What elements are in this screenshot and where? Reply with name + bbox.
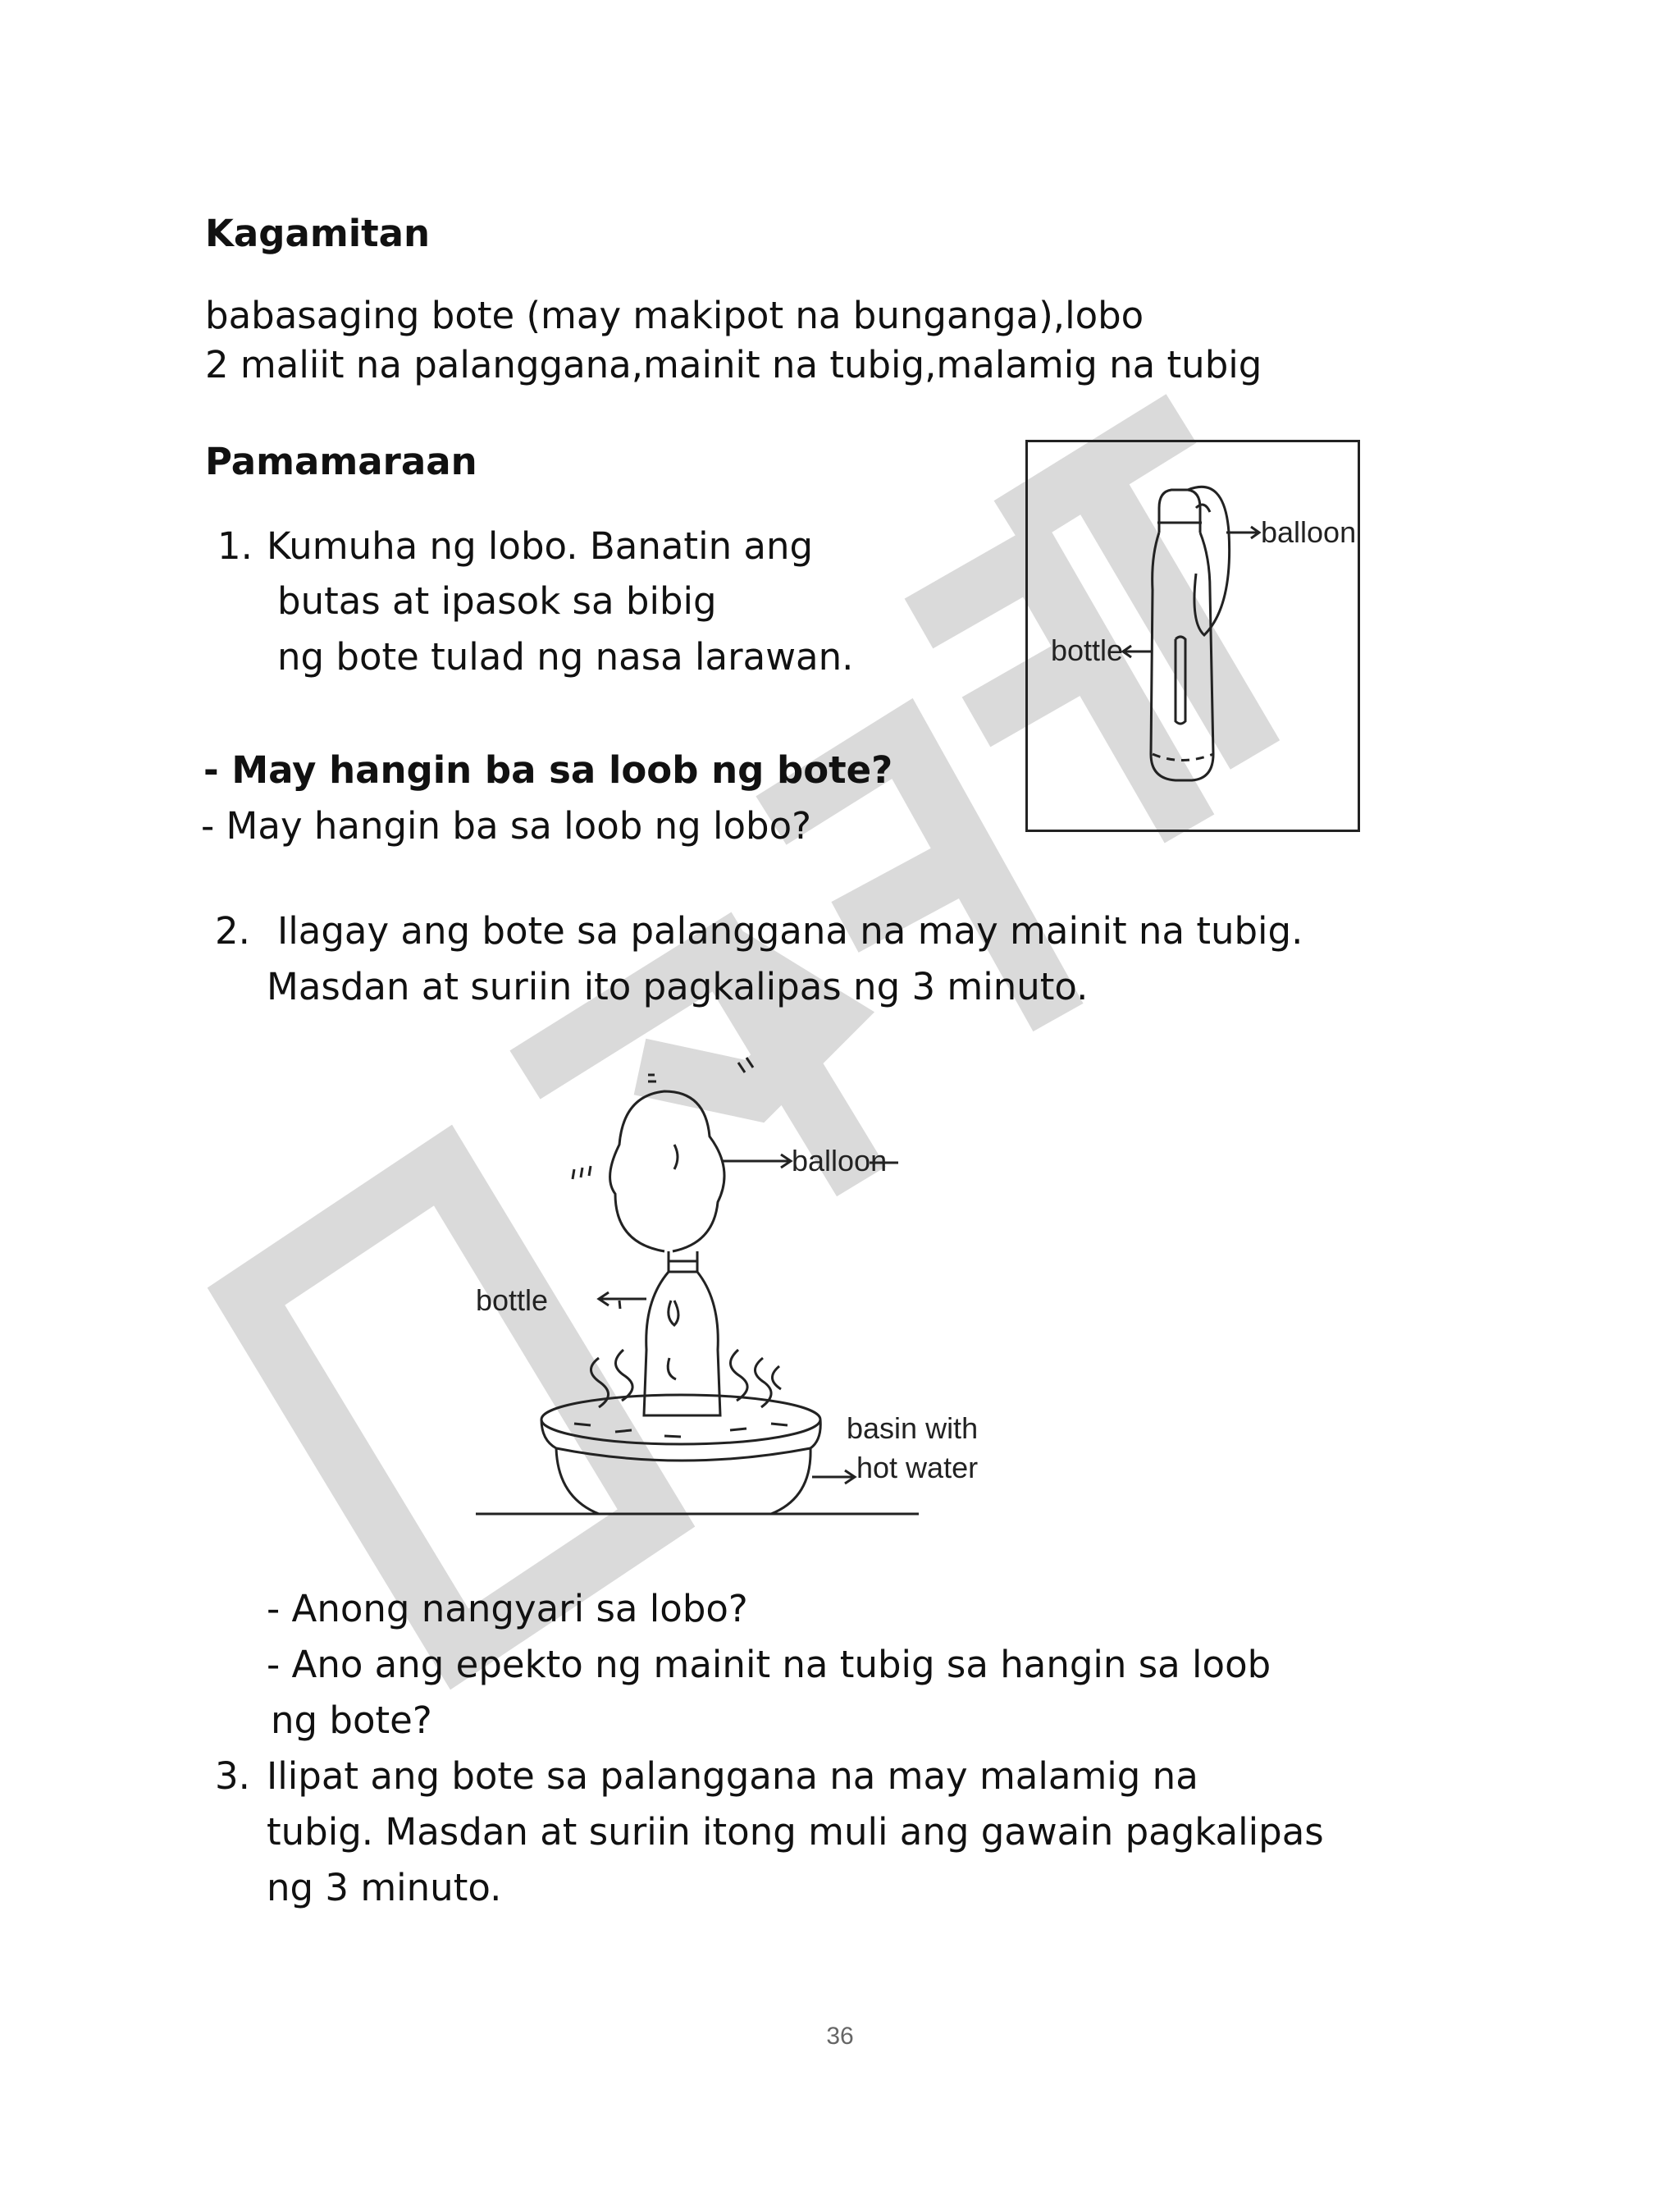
figure2-basin-label-2: hot water [856,1451,979,1484]
question-air-in-balloon: - May hangin ba sa loob ng lobo? [201,804,811,848]
step-3-line-2: tubig. Masdan at suriin itong muli ang gawain pagkalipas [267,1810,1324,1854]
materials-line-2: 2 maliit na palanggana,mainit na tubig,malamig na tubig [205,343,1262,386]
figure1-balloon-label: balloon [1261,515,1357,549]
step-3-line-3: ng 3 minuto. [267,1866,502,1909]
figure2-balloon-label: balloon [792,1144,888,1177]
figure-bottle-balloon [1025,440,1360,832]
page-number: 36 [826,2023,854,2050]
step-3-line-1: Ilipat ang bote sa palanggana na may malamig na [267,1754,1198,1798]
step-1-line-2: butas at ipasok sa bibig [277,579,717,623]
step-1-line-3: ng bote tulad ng nasa larawan. [277,635,854,679]
figure2-bottle-label: bottle [476,1283,549,1317]
bottle-balloon-drawing [1028,442,1358,830]
materials-heading: Kagamitan [205,212,431,255]
step-2-line-1: Ilagay ang bote sa palanggana na may mainit na tubig. [277,909,1303,953]
figure1-bottle-label: bottle [1051,633,1124,667]
step-3-number: 3. [215,1754,250,1798]
hot-water-basin-drawing [459,1054,1034,1547]
step-1-line-1: Kumuha ng lobo. Banatin ang [267,524,814,568]
step-1-number: 1. [217,524,253,568]
materials-line-1: babasaging bote (may makipot na bunganga),lobo [205,294,1144,337]
question-effect-hot-water-cont: ng bote? [271,1699,432,1742]
figure-hot-water-basin [459,1054,1034,1547]
step-2-number: 2. [215,909,250,953]
figure2-basin-label-1: basin with [847,1411,979,1445]
question-effect-hot-water: - Ano ang epekto ng mainit na tubig sa hangin sa loob [267,1643,1271,1686]
procedure-heading: Pamamaraan [205,440,477,483]
question-what-happened-balloon: - Anong nangyari sa lobo? [267,1587,748,1630]
question-air-in-bottle: - May hangin ba sa loob ng bote? [203,748,893,792]
step-2-line-2: Masdan at suriin ito pagkalipas ng 3 minuto. [267,965,1089,1008]
